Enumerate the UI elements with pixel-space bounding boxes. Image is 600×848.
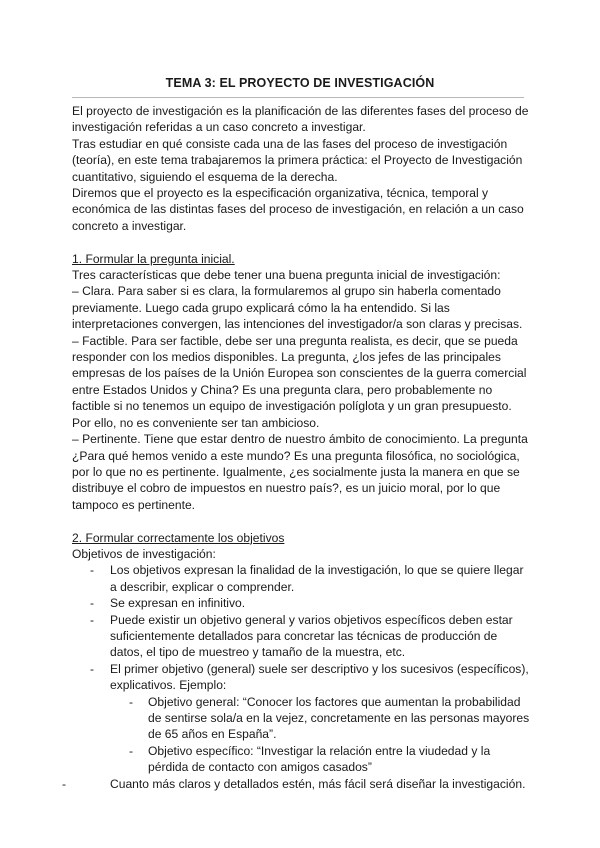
- spacer: [72, 234, 532, 250]
- page-title: TEMA 3: EL PROYECTO DE INVESTIGACIÓN: [165, 76, 435, 90]
- list-item: - Los objetivos expresan la finalidad de la investigación, lo que se quiere llegar a describir, explicar o comprender.: [110, 562, 532, 595]
- final-list-item-text: Cuanto más claros y detallados estén, más fácil será diseñar la investigación.: [110, 776, 526, 791]
- section-1-lead: Tres características que debe tener una buena pregunta inicial de investigación:: [72, 268, 501, 283]
- sublist-item: - Objetivo específico: “Investigar la relación entre la viudedad y la pérdida de contacto con amigos casados”: [148, 743, 532, 776]
- objectives-list: [72, 562, 532, 775]
- characteristic-factible: – Factible. Para ser factible, debe ser una pregunta realista, es decir, que se pueda responder con los medios disponibles. La pregunta, ¿los jefes de las principales empresas de los países de la Unión Europea son conscientes de la guerra comercial entre Estados Unidos y China? Es una pregunta clara, pero probablemente no factible si no tenemos un equipo de investigación políglota y un gran presupuesto. Por ello, no es conveniente ser tan ambicioso.: [72, 333, 527, 430]
- section-2-lead: Objetivos de investigación:: [72, 546, 216, 561]
- characteristic-clara: – Clara. Para saber si es clara, la formularemos al grupo sin haberla comentado previamente. Luego cada grupo explicará cómo la ha entendido. Si las interpretaciones convergen, las intenciones del investigador/a son claras y precisas.: [72, 284, 523, 332]
- list-item: [110, 661, 532, 776]
- list-item-text: El primer objetivo (general) suele ser descriptivo y los sucesivos (específicos), explicativos. Ejemplo:: [110, 661, 529, 693]
- title-divider: [72, 97, 524, 98]
- characteristic-pertinente: – Pertinente. Tiene que estar dentro de nuestro ámbito de conocimiento. La pregunta ¿Para qué hemos venido a este mundo? Es una pregunta filosófica, no sociológica, por lo que no es pertinente. Igualmente, ¿es socialmente justa la manera en que se distribuye el cobro de impuestos en nuestro país?, es un juicio moral, por lo que tampoco es pertinente.: [72, 432, 528, 512]
- intro-paragraph: Diremos que el proyecto es la especificación organizativa, técnica, temporal y económica de las distintas fases del proceso de investigación, en relación a un caso concreto a investigar.: [72, 186, 524, 233]
- section-1-heading: 1. Formular la pregunta inicial.: [72, 251, 235, 266]
- sublist-item: - Objetivo general: “Conocer los factores que aumentan la probabilidad de sentirse sola/a en la vejez, concretamente en las personas mayores de 65 años en España”.: [148, 694, 532, 743]
- section-2-heading: 2. Formular correctamente los objetivos: [72, 530, 285, 545]
- list-item: - Puede existir un objetivo general y varios objetivos específicos deben estar suficientemente detallados para concretar las técnicas de producción de datos, el tipo de muestreo y tamaño de la muestra, etc.: [110, 612, 532, 661]
- example-sublist: [110, 694, 532, 776]
- document-body: [62, 103, 532, 792]
- list-item: - Se expresan en infinitivo.: [110, 595, 532, 611]
- final-dash: -: [62, 776, 67, 791]
- spacer: [72, 513, 532, 529]
- intro-paragraph: Tras estudiar en qué consiste cada una de las fases del proceso de investigación (teoría), en este tema trabajaremos la primera práctica: el Proyecto de Investigación cuantitativo, siguiendo el esquema de la derecha.: [72, 136, 523, 184]
- intro-paragraph: El proyecto de investigación es la planificación de las diferentes fases del proceso de investigación referidas a un caso concreto a investigar.: [72, 104, 529, 135]
- final-list-item: [62, 776, 532, 792]
